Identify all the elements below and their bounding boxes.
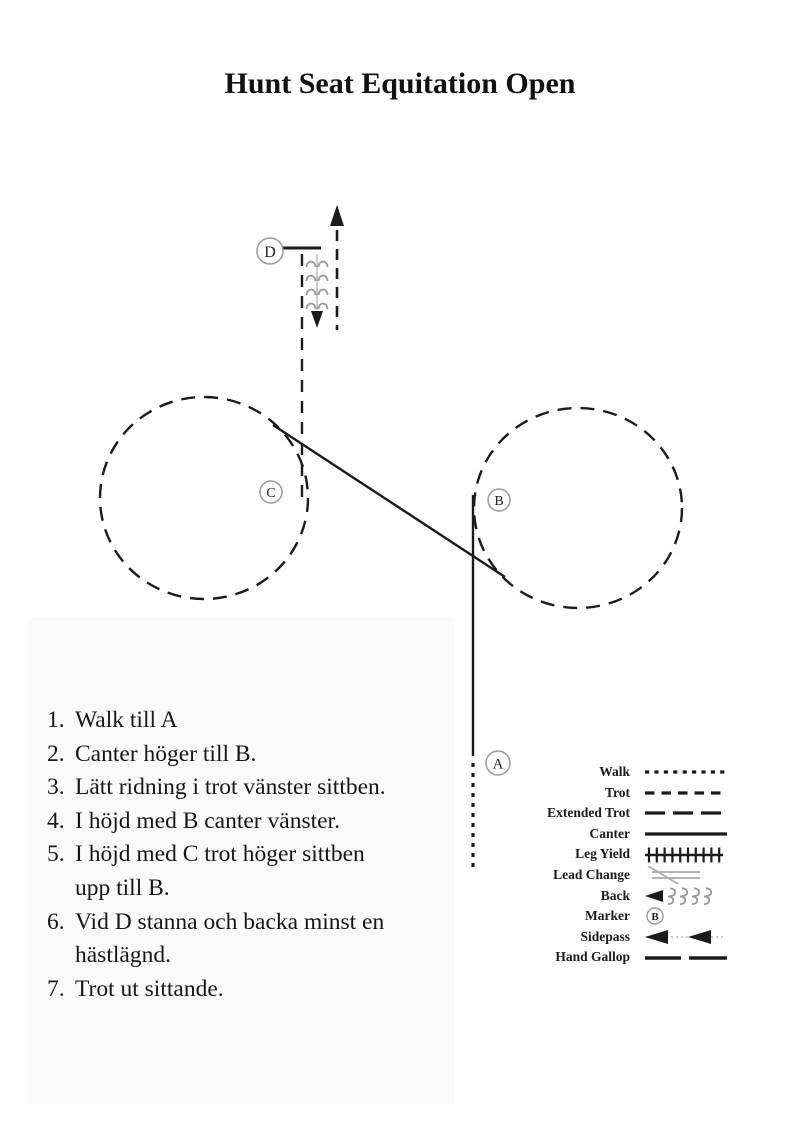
trot-line-icon bbox=[642, 784, 730, 802]
instructions-panel bbox=[27, 618, 455, 1104]
svg-text:D: D bbox=[264, 244, 276, 261]
legend-label: Canter bbox=[589, 825, 630, 841]
legend-label: Trot bbox=[605, 784, 630, 800]
legend-row-sidepass bbox=[502, 927, 732, 948]
legend-row-extended-trot bbox=[502, 803, 732, 824]
instruction-item-6 bbox=[47, 906, 455, 973]
legend-label: Lead Change bbox=[553, 866, 630, 882]
legend-row-leg-yield bbox=[502, 844, 732, 865]
canter-line-icon bbox=[642, 825, 730, 843]
marker-d bbox=[257, 238, 283, 264]
marker-b bbox=[488, 489, 510, 511]
instruction-text: Lätt ridning i trot vänster sittben. bbox=[75, 774, 386, 801]
instruction-number: 7. bbox=[47, 975, 65, 1002]
leg-yield-icon bbox=[642, 846, 730, 864]
instruction-text: Vid D stanna och backa minst en bbox=[75, 908, 385, 935]
instruction-item-7 bbox=[47, 973, 455, 1007]
gait-legend bbox=[502, 762, 732, 968]
page-title: Hunt Seat Equitation Open bbox=[224, 67, 576, 100]
svg-text:B: B bbox=[494, 494, 504, 509]
legend-label: Extended Trot bbox=[547, 805, 630, 821]
instruction-item-1 bbox=[47, 704, 455, 738]
instruction-number: 3. bbox=[47, 774, 65, 801]
instruction-number: 4. bbox=[47, 807, 65, 834]
instruction-number: 2. bbox=[47, 740, 65, 767]
instruction-item-4 bbox=[47, 805, 455, 839]
legend-row-trot bbox=[502, 783, 732, 804]
svg-text:A: A bbox=[492, 756, 504, 773]
legend-row-hand-gallop bbox=[502, 947, 732, 968]
legend-row-canter bbox=[502, 824, 732, 845]
instruction-number: 1. bbox=[47, 707, 65, 733]
instruction-text: Canter höger till B. bbox=[75, 740, 257, 767]
legend-label: Leg Yield bbox=[575, 846, 630, 862]
sidepass-icon bbox=[642, 928, 730, 946]
walk-line-icon bbox=[642, 763, 730, 781]
hand-gallop-line-icon bbox=[642, 949, 730, 967]
legend-label: Back bbox=[600, 887, 630, 903]
legend-label: Hand Gallop bbox=[555, 949, 630, 965]
extended-trot-line-icon bbox=[642, 804, 730, 822]
marker-c bbox=[260, 481, 282, 503]
instruction-text: I höjd med B canter vänster. bbox=[75, 807, 340, 834]
svg-text:B: B bbox=[651, 911, 659, 924]
legend-row-back bbox=[502, 886, 732, 907]
back-icon bbox=[642, 887, 730, 905]
lead-change-icon bbox=[642, 866, 730, 884]
legend-row-marker bbox=[502, 906, 732, 927]
instruction-text: upp till B. bbox=[75, 874, 170, 901]
instruction-text: Walk till A bbox=[75, 707, 178, 733]
back-symbol bbox=[307, 254, 328, 310]
legend-label: Sidepass bbox=[580, 928, 630, 944]
instruction-item-2 bbox=[47, 738, 455, 772]
back-down-arrow-icon bbox=[311, 311, 323, 328]
legend-row-walk bbox=[502, 762, 732, 783]
instruction-number: 5. bbox=[47, 841, 65, 868]
svg-text:C: C bbox=[266, 486, 276, 501]
instruction-text: I höjd med C trot höger sittben bbox=[75, 841, 365, 868]
marker-icon bbox=[642, 907, 730, 925]
exit-up-arrow-icon bbox=[330, 205, 344, 226]
instruction-number: 6. bbox=[47, 908, 65, 935]
legend-label: Marker bbox=[585, 908, 630, 924]
instruction-item-5 bbox=[47, 838, 455, 905]
legend-label: Walk bbox=[599, 764, 630, 779]
instruction-text: hästlägnd. bbox=[75, 942, 171, 969]
instruction-text: Trot ut sittande. bbox=[75, 975, 224, 1002]
instruction-item-3 bbox=[47, 771, 455, 805]
legend-row-lead-change bbox=[502, 865, 732, 886]
